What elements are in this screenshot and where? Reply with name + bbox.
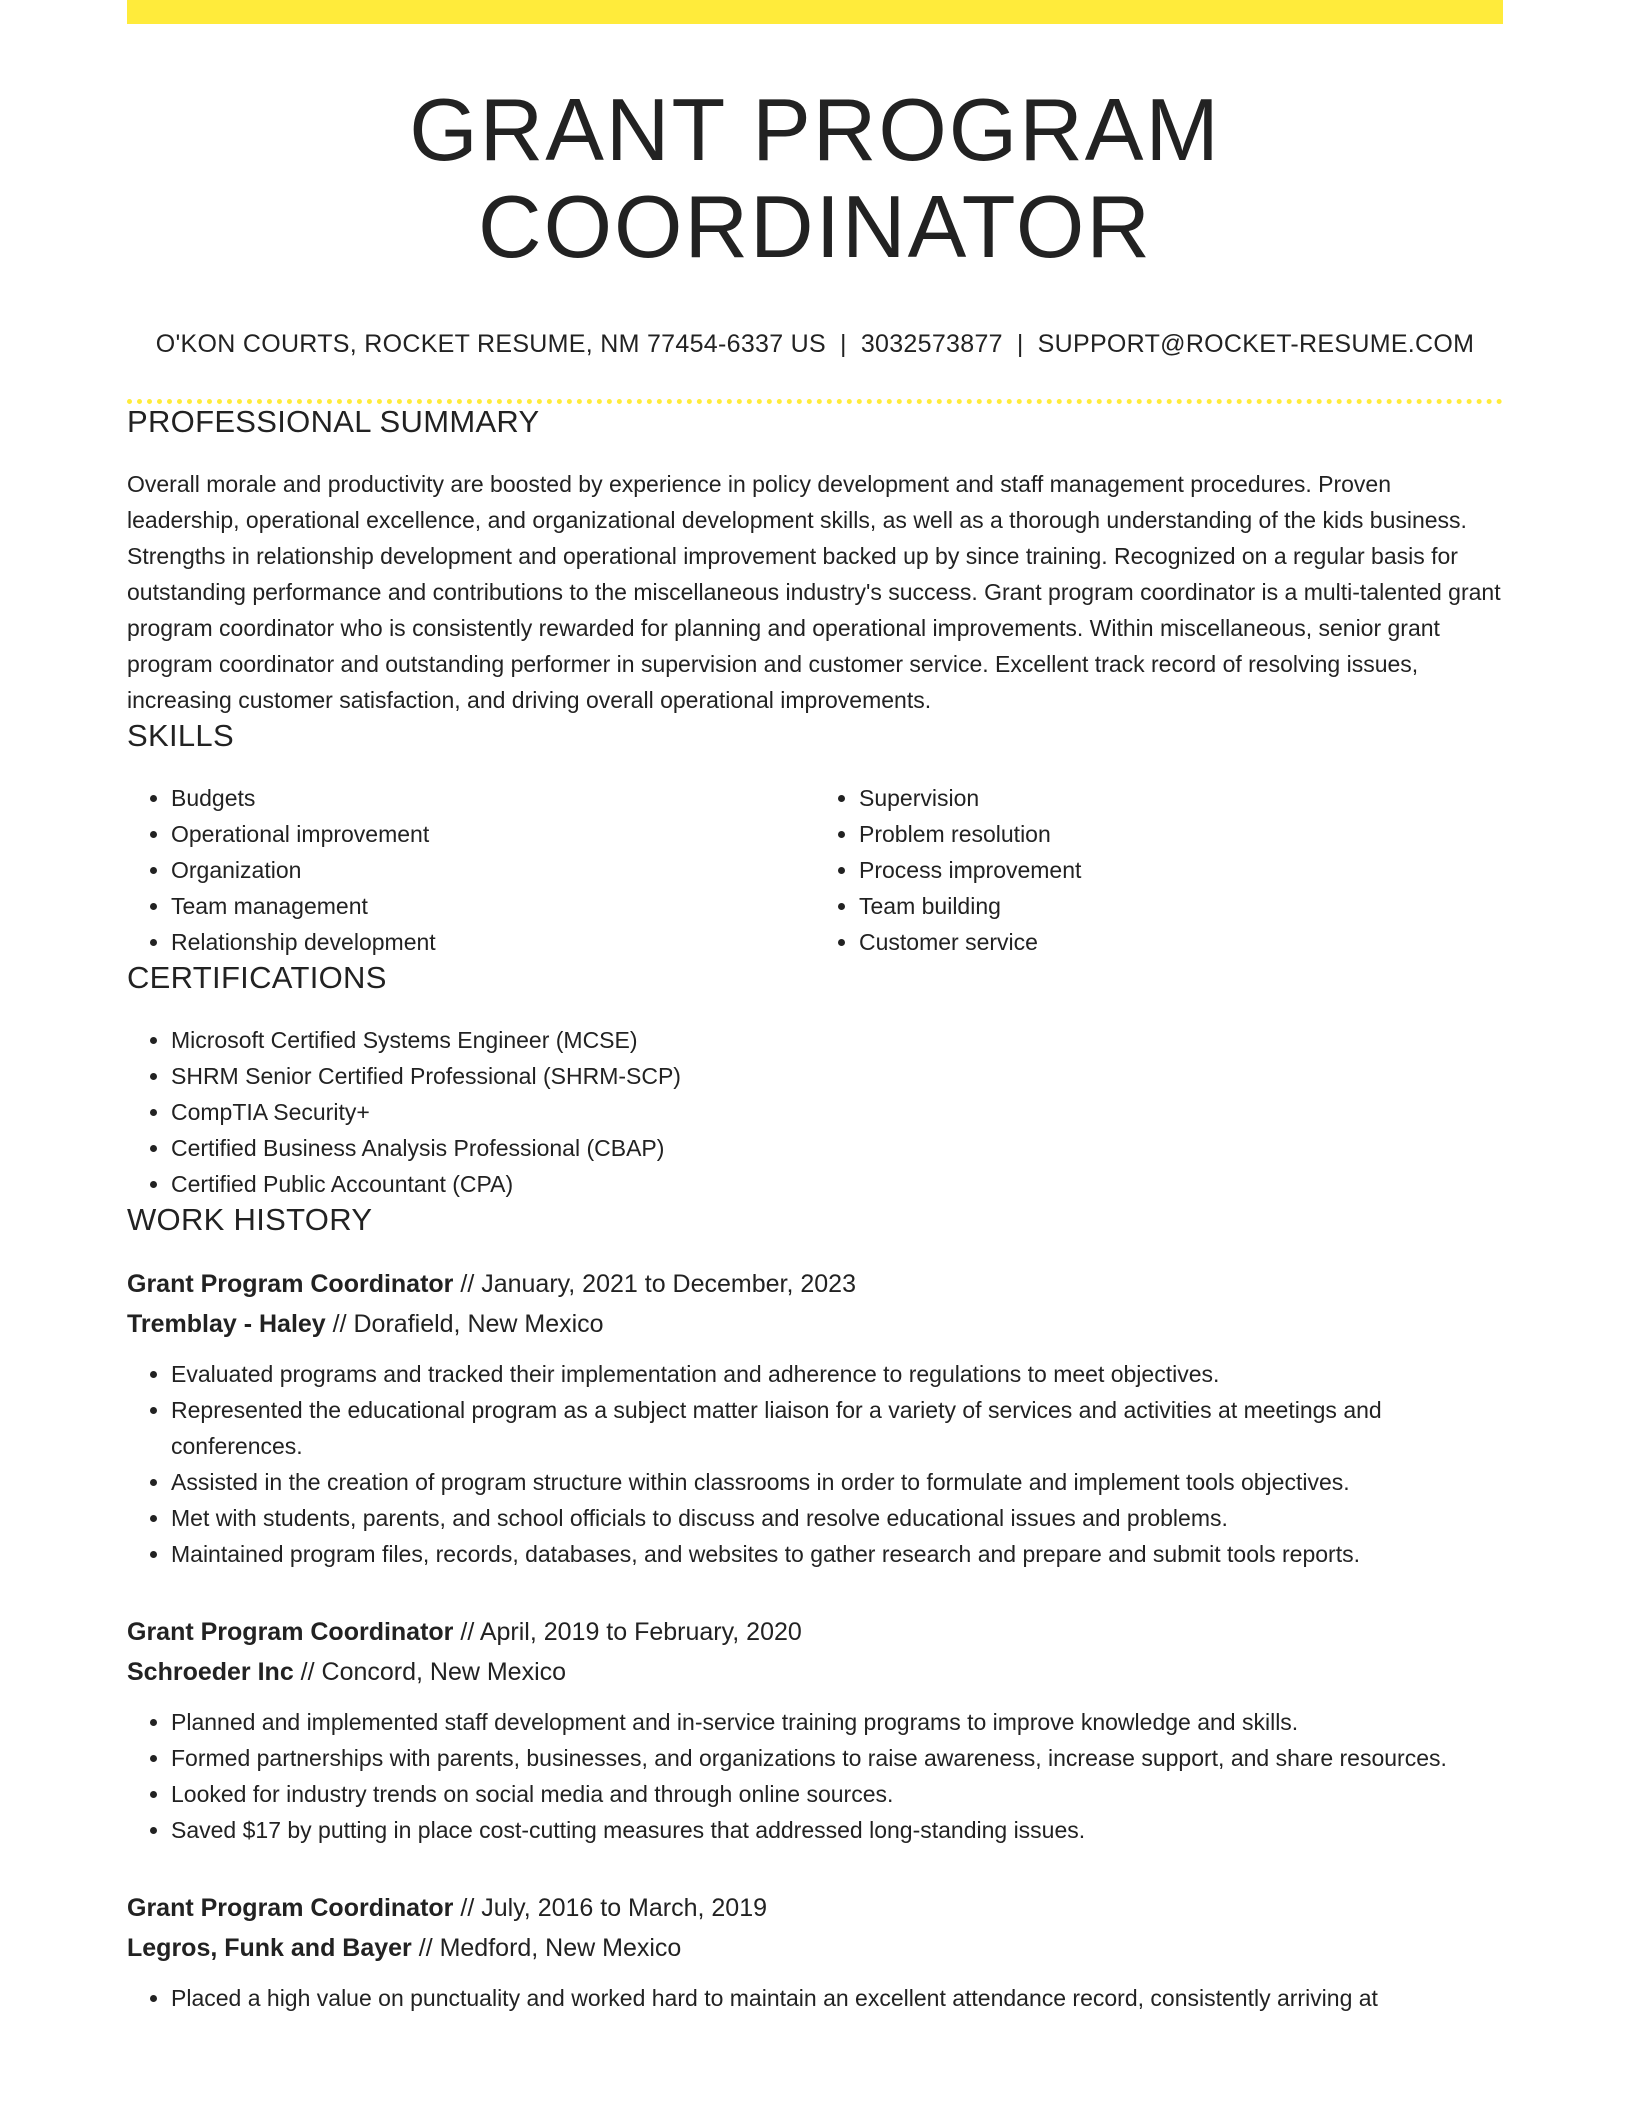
certifications-list [127, 1022, 1503, 1202]
job-bullet: • Met with students, parents, and school officials to discuss and resolve educational issues and problems. [171, 1500, 1503, 1536]
job-company-line [127, 1304, 1503, 1344]
skill-item: • Team management [171, 888, 815, 924]
job-dates: // April, 2019 to February, 2020 [453, 1617, 802, 1646]
job-location: // Concord, New Mexico [293, 1657, 567, 1686]
certification-item: • Certified Public Accountant (CPA) [171, 1166, 1503, 1202]
skill-item: • Problem resolution [859, 816, 1503, 852]
job-location: // Medford, New Mexico [411, 1933, 682, 1962]
job-bullet: • Evaluated programs and tracked their implementation and adherence to regulations to meet objectives. [171, 1356, 1503, 1392]
job-company: Tremblay - Haley [127, 1309, 326, 1338]
job-company: Legros, Funk and Bayer [127, 1933, 412, 1962]
job-role: Grant Program Coordinator [127, 1269, 454, 1298]
skill-item: • Team building [859, 888, 1503, 924]
resume-title: GRANT PROGRAM COORDINATOR [409, 80, 1221, 276]
skill-item: • Organization [171, 852, 815, 888]
job-company: Schroeder Inc [127, 1657, 294, 1686]
resume-page [127, 0, 1503, 2016]
certification-item: • CompTIA Security+ [171, 1094, 1503, 1130]
skill-item: • Supervision [859, 780, 1503, 816]
section-title-work-history: WORK HISTORY [127, 1201, 373, 1237]
skills-column-left [127, 780, 815, 960]
skill-item: • Customer service [859, 924, 1503, 960]
job-bullets [127, 1704, 1503, 1848]
job-role-line [127, 1888, 1503, 1928]
job-role: Grant Program Coordinator [127, 1893, 454, 1922]
top-accent-bar [127, 0, 1503, 24]
job-entry [127, 1612, 1503, 1848]
job-role: Grant Program Coordinator [127, 1617, 454, 1646]
job-dates: // July, 2016 to March, 2019 [453, 1893, 768, 1922]
job-company-line [127, 1652, 1503, 1692]
skills-column-right [815, 780, 1503, 960]
contact-separator: | [840, 329, 847, 358]
job-role-line [127, 1264, 1503, 1304]
job-company-line [127, 1928, 1503, 1968]
contact-address: O'KON COURTS, ROCKET RESUME, NM 77454-6337 US [155, 329, 827, 358]
section-title-certifications: CERTIFICATIONS [127, 959, 387, 995]
certification-item: • SHRM Senior Certified Professional (SHRM-SCP) [171, 1058, 1503, 1094]
job-role-line [127, 1612, 1503, 1652]
job-bullet: • Saved $17 by putting in place cost-cutting measures that addressed long-standing issues. [171, 1812, 1503, 1848]
skill-item: • Process improvement [859, 852, 1503, 888]
contact-line [127, 330, 1503, 359]
job-bullet: • Represented the educational program as a subject matter liaison for a variety of services and activities at meetings and conferences. [171, 1392, 1503, 1464]
job-bullet: • Formed partnerships with parents, businesses, and organizations to raise awareness, increase support, and share resources. [171, 1740, 1503, 1776]
job-bullet: • Maintained program files, records, databases, and websites to gather research and prepare and submit tools reports. [171, 1536, 1503, 1572]
job-entry [127, 1264, 1503, 1572]
skill-item: • Relationship development [171, 924, 815, 960]
job-bullets [127, 1356, 1503, 1572]
certification-item: • Certified Business Analysis Professional (CBAP) [171, 1130, 1503, 1166]
contact-phone: 3032573877 [860, 329, 1003, 358]
job-dates: // January, 2021 to December, 2023 [453, 1269, 856, 1298]
job-bullet: • Planned and implemented staff development and in-service training programs to improve knowledge and skills. [171, 1704, 1503, 1740]
job-bullets [127, 1980, 1503, 2016]
section-title-skills: SKILLS [127, 717, 234, 753]
job-bullet: • Placed a high value on punctuality and worked hard to maintain an excellent attendance record, consistently arriving at [171, 1980, 1503, 2016]
section-title-summary: PROFESSIONAL SUMMARY [127, 403, 540, 439]
certification-item: • Microsoft Certified Systems Engineer (MCSE) [171, 1022, 1503, 1058]
contact-separator: | [1016, 329, 1024, 358]
job-location: // Dorafield, New Mexico [325, 1309, 604, 1338]
job-bullet: • Assisted in the creation of program structure within classrooms in order to formulate and implement tools objectives. [171, 1464, 1503, 1500]
job-bullet: • Looked for industry trends on social media and through online sources. [171, 1776, 1503, 1812]
skills-grid [127, 780, 1503, 960]
job-entry [127, 1888, 1503, 2016]
contact-email: SUPPORT@ROCKET-RESUME.COM [1037, 329, 1475, 358]
summary-text: Overall morale and productivity are boosted by experience in policy development and staff management procedures. Proven leadership, operational excellence, and organizational development skills, as well as a thorough understanding of the kids business. Strengths in relationship development and operational improvement backed up by since training. Recognized on a regular basis for outstanding performance and contributions to the miscellaneous industry's success. Grant program coordinator is a multi-talented grant program coordinator who is consistently rewarded for planning and operational improvements. Within miscellaneous, senior grant program coordinator and outstanding performer in supervision and customer service. Excellent track record of resolving issues, increasing customer satisfaction, and driving overall operational improvements. [127, 470, 1501, 713]
skill-item: • Operational improvement [171, 816, 815, 852]
skill-item: • Budgets [171, 780, 815, 816]
